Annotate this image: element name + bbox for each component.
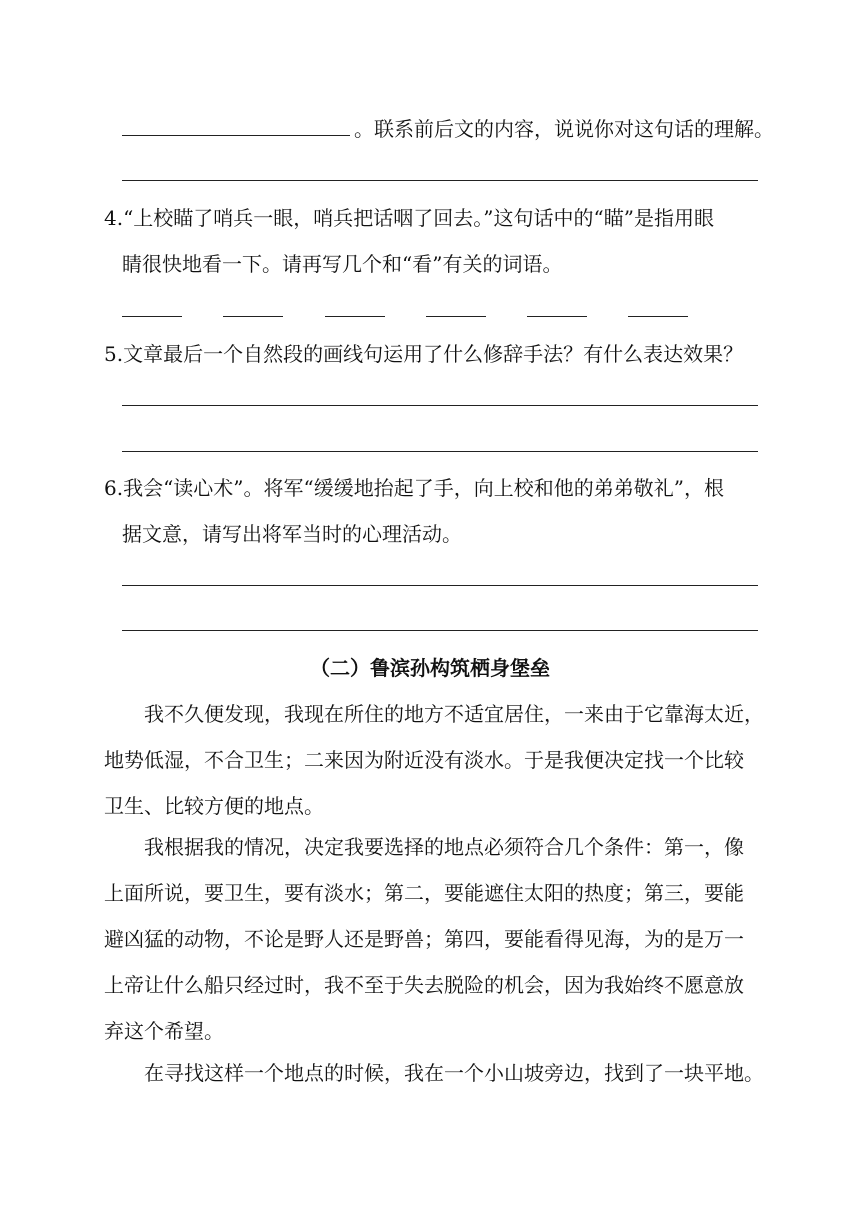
paragraph-line: 上帝让什么船只经过时，我不至于失去脱险的机会，因为我始终不愿意放	[104, 973, 744, 997]
paragraph-line: 地势低湿，不合卫生；二来因为附近没有淡水。于是我便决定找一个比较	[104, 748, 744, 772]
question-4-line-1: 4.“上校瞄了哨兵一眼，哨兵把话咽了回去。”这句话中的“瞄”是指用眼	[104, 206, 714, 230]
word-blank-6[interactable]	[628, 316, 688, 317]
answer-line-q3-inline[interactable]	[122, 113, 774, 144]
paragraph-line: 卫生、比较方便的地点。	[104, 794, 324, 818]
paragraph-line: 我不久便发现，我现在所住的地方不适宜居住，一来由于它靠海太近，	[144, 702, 764, 726]
answer-line[interactable]	[122, 451, 758, 452]
answer-line[interactable]	[122, 405, 758, 406]
paragraph-line: 在寻找这样一个地点的时候，我在一个小山坡旁边，找到了一块平地。	[144, 1061, 764, 1085]
answer-line[interactable]	[122, 180, 758, 181]
word-blank-4[interactable]	[426, 316, 486, 317]
question-6-line-2: 据文意，请写出将军当时的心理活动。	[122, 522, 462, 546]
fill-blank[interactable]	[122, 113, 350, 136]
paragraph-line: 避凶猛的动物，不论是野人还是野兽；第四，要能看得见海，为的是万一	[104, 927, 744, 951]
question-6-line-1: 6.我会“读心术”。将军“缓缓地抬起了手，向上校和他的弟弟敬礼”，根	[104, 476, 724, 500]
paragraph-line: 上面所说，要卫生，要有淡水；第二，要能遮住太阳的热度；第三，要能	[104, 881, 744, 905]
answer-line[interactable]	[122, 585, 758, 586]
paragraph-line: 我根据我的情况，决定我要选择的地点必须符合几个条件：第一，像	[144, 835, 744, 859]
answer-line[interactable]	[122, 630, 758, 631]
word-blank-5[interactable]	[527, 316, 587, 317]
section-title: （二）鲁滨孙构筑栖身堡垒	[310, 656, 550, 680]
word-blank-1[interactable]	[122, 316, 182, 317]
q3-tail-text: 。联系前后文的内容，说说你对这句话的理解。	[354, 117, 774, 141]
question-5-line-1: 5.文章最后一个自然段的画线句运用了什么修辞手法？有什么表达效果？	[104, 342, 744, 366]
word-blank-2[interactable]	[223, 316, 283, 317]
question-4-line-2: 睛很快地看一下。请再写几个和“看”有关的词语。	[122, 252, 563, 276]
paragraph-line: 弃这个希望。	[104, 1019, 224, 1043]
word-blank-3[interactable]	[325, 316, 385, 317]
